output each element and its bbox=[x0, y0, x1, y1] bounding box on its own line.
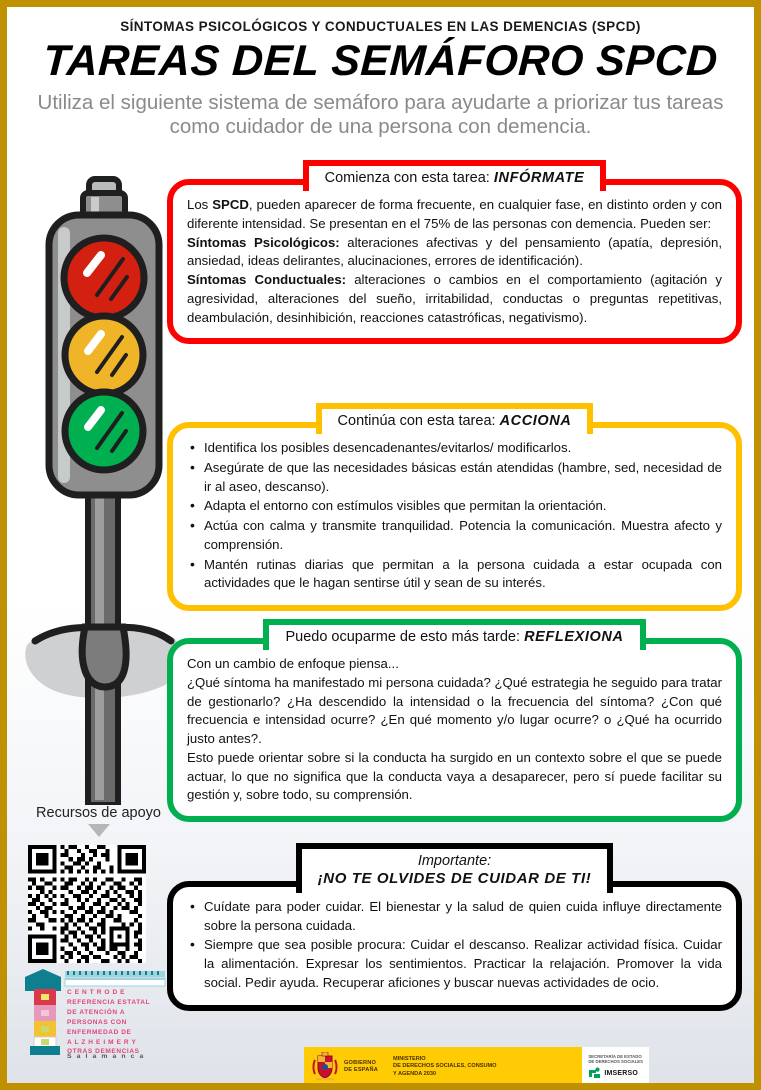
paragraph bbox=[187, 655, 722, 674]
red-light bbox=[64, 238, 144, 318]
imserso-icon bbox=[588, 1067, 601, 1080]
paragraph bbox=[187, 674, 722, 749]
gobierno-de-espana-logo bbox=[304, 1047, 386, 1087]
section-importante bbox=[167, 843, 742, 1011]
paragraph bbox=[187, 749, 722, 805]
tab-lead-text: Comienza con esta tarea: bbox=[324, 170, 494, 186]
svg-text:DE ATENCIÓN A: DE ATENCIÓN A bbox=[67, 1009, 126, 1016]
section-acciona bbox=[167, 403, 742, 611]
text-run: Con un cambio de enfoque piensa... bbox=[187, 656, 399, 672]
bold-run: Síntomas Conductuales: bbox=[187, 272, 355, 288]
bullet-list bbox=[187, 898, 722, 993]
tab-keyword: ¡NO TE OLVIDES DE CUIDAR DE TI! bbox=[317, 870, 592, 888]
arrow-down-icon bbox=[88, 824, 110, 837]
imserso-label: IMSERSO bbox=[604, 1070, 638, 1078]
section-tab-reflexiona bbox=[263, 619, 645, 650]
poster-header bbox=[7, 7, 754, 139]
traffic-light-pole bbox=[82, 475, 126, 805]
svg-text:A L Z H E I M E R Y: A L Z H E I M E R Y bbox=[67, 1039, 137, 1046]
header-subtitle: Utiliza el siguiente sistema de semáforo para ayudarte a priorizar tus tareas como cuidador de una persona con demencia. bbox=[37, 90, 724, 139]
spain-coat-of-arms-icon bbox=[312, 1052, 338, 1082]
tab-keyword: REFLEXIONA bbox=[524, 629, 624, 645]
cre-logo bbox=[21, 967, 171, 1060]
ministerio-line-3: Y AGENDA 2030 bbox=[393, 1070, 437, 1077]
section-body-acciona bbox=[167, 422, 742, 611]
section-body-importante bbox=[167, 881, 742, 1011]
list-item: • Siempre que sea posible procura: Cuidar el descanso. Realizar actividad física. Cuidar la alimentación. Expresar los sentimientos. Practicar la relajación. Promover la vida social. Pedir ayuda. Recuperar aficiones y buscar nuevas actividades de ocio. bbox=[187, 936, 722, 992]
tab-lead-text: Importante: bbox=[417, 853, 492, 869]
text-run: , pueden aparecer de forma frecuente, en cualquier fase, en distinto orden y con diferente intensidad. Se presentan en el 75% de las personas con demencia. Pueden ser: bbox=[187, 197, 722, 231]
list-item: • Actúa con calma y transmite tranquilidad. Potencia la comunicación. Muestra afecto y comprensión. bbox=[187, 517, 722, 554]
text-run: Los bbox=[187, 197, 213, 213]
secretaria-line-2: DE DERECHOS SOCIALES bbox=[588, 1059, 643, 1064]
svg-text:REFERENCIA ESTATAL: REFERENCIA ESTATAL bbox=[67, 999, 151, 1006]
resources-label-group bbox=[11, 805, 186, 837]
section-informate bbox=[167, 160, 742, 344]
traffic-light-illustration bbox=[25, 175, 185, 805]
section-reflexiona bbox=[167, 619, 742, 822]
ministerio-line-2: DE DERECHOS SOCIALES, CONSUMO bbox=[393, 1063, 497, 1070]
section-tab-informate bbox=[303, 160, 607, 191]
list-item: • Cuídate para poder cuidar. El bienestar y la salud de quien cuida influye directamente sobre la persona cuidada. bbox=[187, 898, 722, 935]
ministerio-line-1: MINISTERIO bbox=[393, 1056, 426, 1063]
bullet-list bbox=[187, 439, 722, 593]
tab-lead-text: Continúa con esta tarea: bbox=[337, 413, 500, 429]
green-light bbox=[65, 392, 143, 470]
header-eyebrow: SÍNTOMAS PSICOLÓGICOS Y CONDUCTUALES EN LAS DEMENCIAS (SPCD) bbox=[120, 19, 641, 34]
qr-code-svg bbox=[28, 845, 146, 963]
gobierno-line-1: GOBIERNO bbox=[344, 1060, 377, 1067]
ministerio-text bbox=[393, 1056, 497, 1078]
secretaria-estado-text bbox=[588, 1054, 643, 1065]
text-run: Esto puede orientar sobre si la conducta ha surgido en un contexto sobre el que se puede actuar, lo que no significa que la conducta vaya a desaparecer, pero sí puede facilitar su gestión y, sobre todo, su comprensión. bbox=[187, 749, 722, 803]
amber-light bbox=[65, 316, 143, 394]
text-run: alteraciones afectivas y del pensamiento (apatía, depresión, ansiedad, ideas delirantes, alucinaciones, errores de identificación). bbox=[187, 234, 722, 269]
imserso-row bbox=[588, 1067, 643, 1080]
section-body-reflexiona bbox=[167, 638, 742, 822]
list-item: • Asegúrate de que las necesidades básicas están atendidas (hambre, sed, necesidad de ir al aseo, descanso). bbox=[187, 459, 722, 496]
tab-keyword: ACCIONA bbox=[499, 413, 572, 429]
secretaria-line-1: SECRETARÍA DE ESTADO bbox=[588, 1053, 642, 1059]
list-item: • Adapta el entorno con estímulos visibles que permitan la orientación. bbox=[187, 497, 722, 516]
paragraph bbox=[187, 234, 722, 271]
gobierno-text bbox=[344, 1060, 378, 1074]
traffic-light-svg bbox=[25, 175, 185, 805]
paragraph bbox=[187, 196, 722, 233]
ministerio-block bbox=[386, 1047, 582, 1087]
cre-logo-svg bbox=[21, 967, 171, 1055]
footer-banner bbox=[304, 1047, 649, 1087]
paragraph bbox=[187, 271, 722, 327]
section-tab-acciona bbox=[316, 403, 594, 434]
bold-run: SPCD bbox=[212, 197, 249, 213]
tab-lead-text: Puedo ocuparme de esto más tarde: bbox=[285, 629, 525, 645]
cre-logo-city: S a l a m a n c a bbox=[67, 1053, 145, 1060]
gobierno-line-2: DE ESPAÑA bbox=[344, 1067, 379, 1073]
tab-keyword: INFÓRMATE bbox=[493, 170, 585, 186]
imserso-block bbox=[582, 1047, 649, 1087]
qr-code[interactable] bbox=[28, 845, 146, 963]
list-item: • Identifica los posibles desencadenantes/evitarlos/ modificarlos. bbox=[187, 439, 722, 458]
svg-text:OTRAS DEMENCIAS: OTRAS DEMENCIAS bbox=[67, 1048, 140, 1055]
section-tab-importante bbox=[296, 843, 614, 893]
svg-text:PERSONAS CON: PERSONAS CON bbox=[67, 1019, 127, 1026]
list-item: • Mantén rutinas diarias que permitan a la persona cuidada a estar ocupada con actividades que le hagan sentirse útil y sean de su interés. bbox=[187, 556, 722, 593]
resources-label: Recursos de apoyo bbox=[36, 805, 161, 821]
text-run: alteraciones o cambios en el comportamiento (agitación y agresividad, alteraciones del sueño, irritabilidad, conductas o preguntas repetitivas, deambulación, desinhibición, reacciones catastróficas, negativismo). bbox=[187, 272, 722, 325]
bold-run: Síntomas Psicológicos: bbox=[187, 234, 348, 250]
svg-text:ENFERMEDAD DE: ENFERMEDAD DE bbox=[67, 1029, 132, 1036]
section-body-informate bbox=[167, 179, 742, 344]
svg-text:C E N T R O D E: C E N T R O D E bbox=[67, 989, 126, 996]
page-title: TAREAS DEL SEMÁFORO SPCD bbox=[41, 37, 720, 85]
text-run: ¿Qué síntoma ha manifestado mi persona cuidada? ¿Qué estrategia he seguido para tratar de gestionarlo? ¿Ha descendido la intensidad o la frecuencia del síntoma? ¿Con qué frecuencia e intensidad ocurre? ¿En qué momento y/o lugar ocurre? o ¿Qué ha ocurrido justo antes?. bbox=[187, 674, 722, 747]
